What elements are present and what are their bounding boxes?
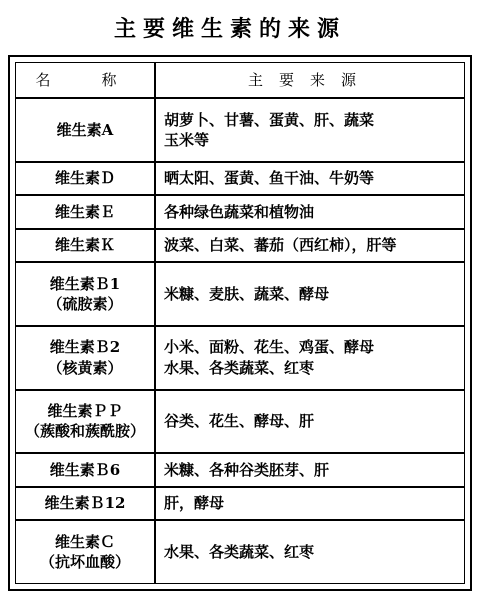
- vitamin-source-cell: [155, 453, 465, 486]
- source-text: 水果、各类蔬菜、红枣: [164, 542, 315, 561]
- page-title: 主要维生素的来源: [113, 17, 346, 42]
- table-row: [15, 98, 465, 162]
- header-source: 主要来源: [155, 62, 465, 98]
- vitamin-chemical-name: （抗坏血酸）: [39, 553, 130, 572]
- table-row: [15, 520, 465, 584]
- source-text: 玉米等: [164, 130, 210, 149]
- table-row: [15, 487, 465, 520]
- vitamin-chemical-name: （核黄素）: [47, 358, 123, 377]
- table-body: [15, 98, 465, 584]
- vitamin-source-cell: [155, 98, 465, 162]
- table-row: [15, 262, 465, 326]
- vitamin-source-cell: [155, 520, 465, 584]
- vitamin-chemical-name: （蔟酸和蔟酰胺）: [24, 422, 145, 441]
- vitamin-name-cell: [15, 487, 155, 520]
- vitamin-name-cell: [15, 326, 155, 390]
- table-header-row: [15, 62, 465, 98]
- table-row: [15, 326, 465, 390]
- header-name: 名 称: [15, 62, 155, 98]
- vitamin-name: 维生素ＰＰ: [47, 402, 123, 421]
- vitamin-source-cell: [155, 262, 465, 326]
- vitamin-name-cell: [15, 162, 155, 195]
- vitamin-name: 维生素Ｃ: [54, 532, 115, 551]
- vitamin-source-cell: [155, 390, 465, 454]
- vitamin-name-cell: [15, 195, 155, 228]
- vitamin-name: 维生素A: [56, 120, 114, 139]
- vitamin-name-cell: [15, 98, 155, 162]
- vitamin-source-cell: [155, 487, 465, 520]
- source-text: 水果、各类蔬菜、红枣: [164, 358, 315, 377]
- source-text: 谷类、花生、酵母、肝: [164, 412, 315, 431]
- vitamin-source-table: [8, 55, 472, 591]
- source-text: 肝，酵母: [164, 494, 225, 513]
- source-text: 胡萝卜、甘薯、蛋黄、肝、蔬菜: [164, 110, 375, 129]
- vitamin-name-cell: [15, 390, 155, 454]
- vitamin-name: 维生素Ｋ: [54, 236, 115, 255]
- source-text: 小米、面粉、花生、鸡蛋、酵母: [164, 338, 375, 357]
- table-row: [15, 229, 465, 262]
- vitamin-name: 维生素Ｂ1: [49, 274, 121, 293]
- source-text: 米糠、各种谷类胚芽、肝: [164, 460, 330, 479]
- table-row: [15, 390, 465, 454]
- vitamin-name-cell: [15, 520, 155, 584]
- table-row: [15, 195, 465, 228]
- vitamin-name-cell: [15, 229, 155, 262]
- vitamin-source-cell: [155, 229, 465, 262]
- vitamin-chemical-name: （硫胺素）: [47, 294, 123, 313]
- vitamin-source-cell: [155, 195, 465, 228]
- vitamin-name: 维生素Ｄ: [54, 169, 115, 188]
- source-text: 波菜、白菜、蕃茄（西红柿），肝等: [164, 236, 397, 255]
- vitamin-source-cell: [155, 326, 465, 390]
- vitamin-name-cell: [15, 262, 155, 326]
- source-text: 米糠、麦肤、蔬菜、酵母: [164, 284, 330, 303]
- vitamin-name: 维生素Ｂ12: [44, 494, 126, 513]
- vitamin-name: 维生素Ｅ: [54, 202, 115, 221]
- vitamin-name: 维生素Ｂ6: [49, 460, 121, 479]
- vitamin-name-cell: [15, 453, 155, 486]
- vitamin-source-cell: [155, 162, 465, 195]
- source-text: 晒太阳、蛋黄、鱼干油、牛奶等: [164, 169, 375, 188]
- table-row: [15, 162, 465, 195]
- source-text: 各种绿色蔬菜和植物油: [164, 202, 315, 221]
- table-row: [15, 453, 465, 486]
- vitamin-name: 维生素Ｂ2: [49, 338, 121, 357]
